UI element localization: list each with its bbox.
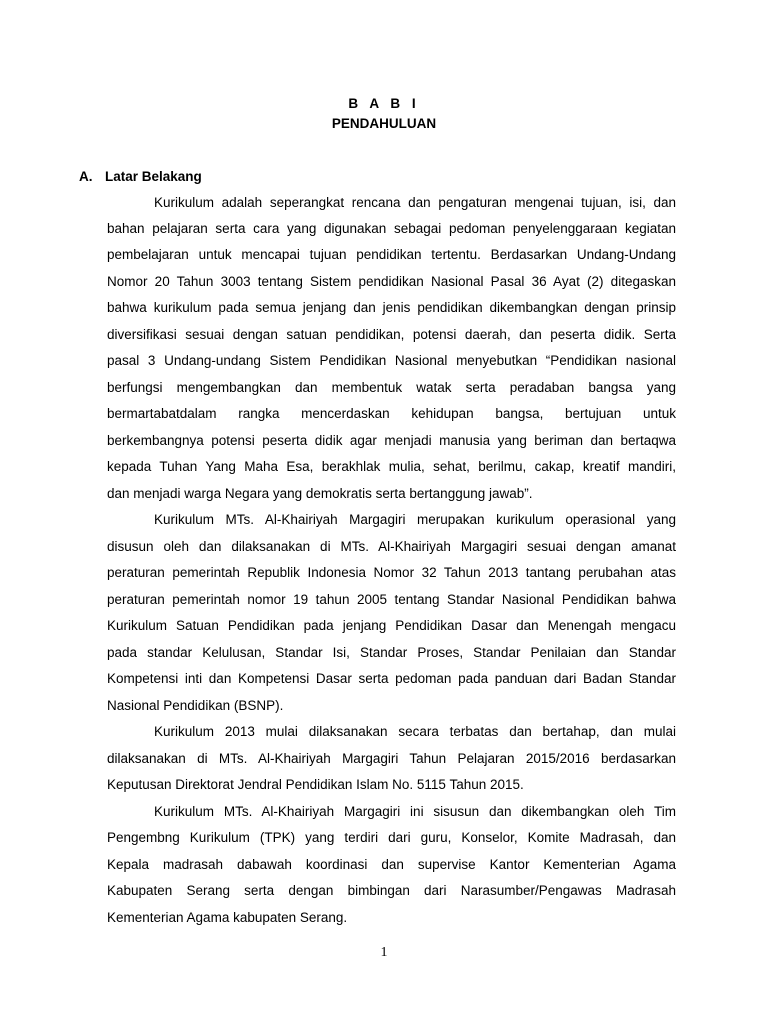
body-line: peraturan pemerintah Republik Indonesia Nomor 32 Tahun 2013 tantang perubahan atas [107, 565, 676, 580]
body-line: Kementerian Agama kabupaten Serang. [107, 910, 348, 925]
body-line: Nomor 20 Tahun 3003 tentang Sistem pendidikan Nasional Pasal 36 Ayat (2) ditegaskan [107, 274, 676, 289]
body-line: Kompetensi inti dan Kompetensi Dasar serta pedoman pada panduan dari Badan Standar [107, 671, 676, 686]
body-line: Kurikulum MTs. Al-Khairiyah Margagiri merupakan kurikulum operasional yang [154, 512, 676, 527]
body-line: bahan pelajaran serta cara yang digunakan sebagai pedoman penyelenggaraan kegiatan [107, 221, 676, 236]
section-number: A. [79, 169, 93, 184]
body-line: berfungsi mengembangkan dan membentuk watak serta peradaban bangsa yang [107, 380, 676, 395]
section-heading [79, 169, 202, 184]
body-line: Kepala madrasah dabawah koordinasi dan supervise Kantor Kementerian Agama [107, 857, 676, 872]
body-line: bahwa kurikulum pada semua jenjang dan jenis pendidikan dikembangkan dengan prinsip [107, 300, 676, 315]
body-line: peraturan pemerintah nomor 19 tahun 2005 tentang Standar Nasional Pendidikan bahwa [107, 592, 676, 607]
section-title: Latar Belakang [105, 169, 202, 184]
chapter-title: PENDAHULUAN [331, 116, 437, 131]
body-line: pada standar Kelulusan, Standar Isi, Standar Proses, Standar Penilaian dan Standar [107, 645, 676, 660]
body-line: bermartabatdalam rangka mencerdaskan kehidupan bangsa, bertujuan untuk [107, 406, 676, 421]
body-line: dan menjadi warga Negara yang demokratis serta bertanggung jawab”. [107, 486, 533, 501]
body-line: pasal 3 Undang-undang Sistem Pendidikan Nasional menyebutkan “Pendidikan nasional [107, 353, 676, 368]
body-line: diversifikasi sesuai dengan satuan pendidikan, potensi daerah, dan peserta didik. Serta [107, 327, 676, 342]
body-line: Kurikulum 2013 mulai dilaksanakan secara terbatas dan bertahap, dan mulai [154, 724, 676, 739]
body-line: kepada Tuhan Yang Maha Esa, berakhlak mulia, sehat, berilmu, cakap, kreatif mandiri, [107, 459, 676, 474]
body-line: Kabupaten Serang serta dengan bimbingan dari Narasumber/Pengawas Madrasah [107, 883, 676, 898]
body-line: pembelajaran untuk mencapai tujuan pendidikan tertentu. Berdasarkan Undang-Undang [107, 247, 676, 262]
body-line: Pengembng Kurikulum (TPK) yang terdiri dari guru, Konselor, Komite Madrasah, dan [107, 830, 676, 845]
body-line: Keputusan Direktorat Jendral Pendidikan Islam No. 5115 Tahun 2015. [107, 777, 524, 792]
body-line: berkembangnya potensi peserta didik agar menjadi manusia yang beriman dan bertaqwa [107, 433, 676, 448]
body-line: Kurikulum adalah seperangkat rencana dan pengaturan mengenai tujuan, isi, dan [154, 195, 676, 210]
body-line: Kurikulum MTs. Al-Khairiyah Margagiri ini sisusun dan dikembangkan oleh Tim [154, 804, 676, 819]
page-number: 1 [380, 945, 388, 960]
body-line: disusun oleh dan dilaksanakan di MTs. Al-Khairiyah Margagiri sesuai dengan amanat [107, 539, 676, 554]
chapter-number: B A B I [348, 96, 420, 111]
body-line: Kurikulum Satuan Pendidikan pada jenjang Pendidikan Dasar dan Menengah mengacu [107, 618, 676, 633]
body-line: dilaksanakan di MTs. Al-Khairiyah Margagiri Tahun Pelajaran 2015/2016 berdasarkan [107, 751, 676, 766]
body-line: Nasional Pendidikan (BSNP). [107, 698, 284, 713]
